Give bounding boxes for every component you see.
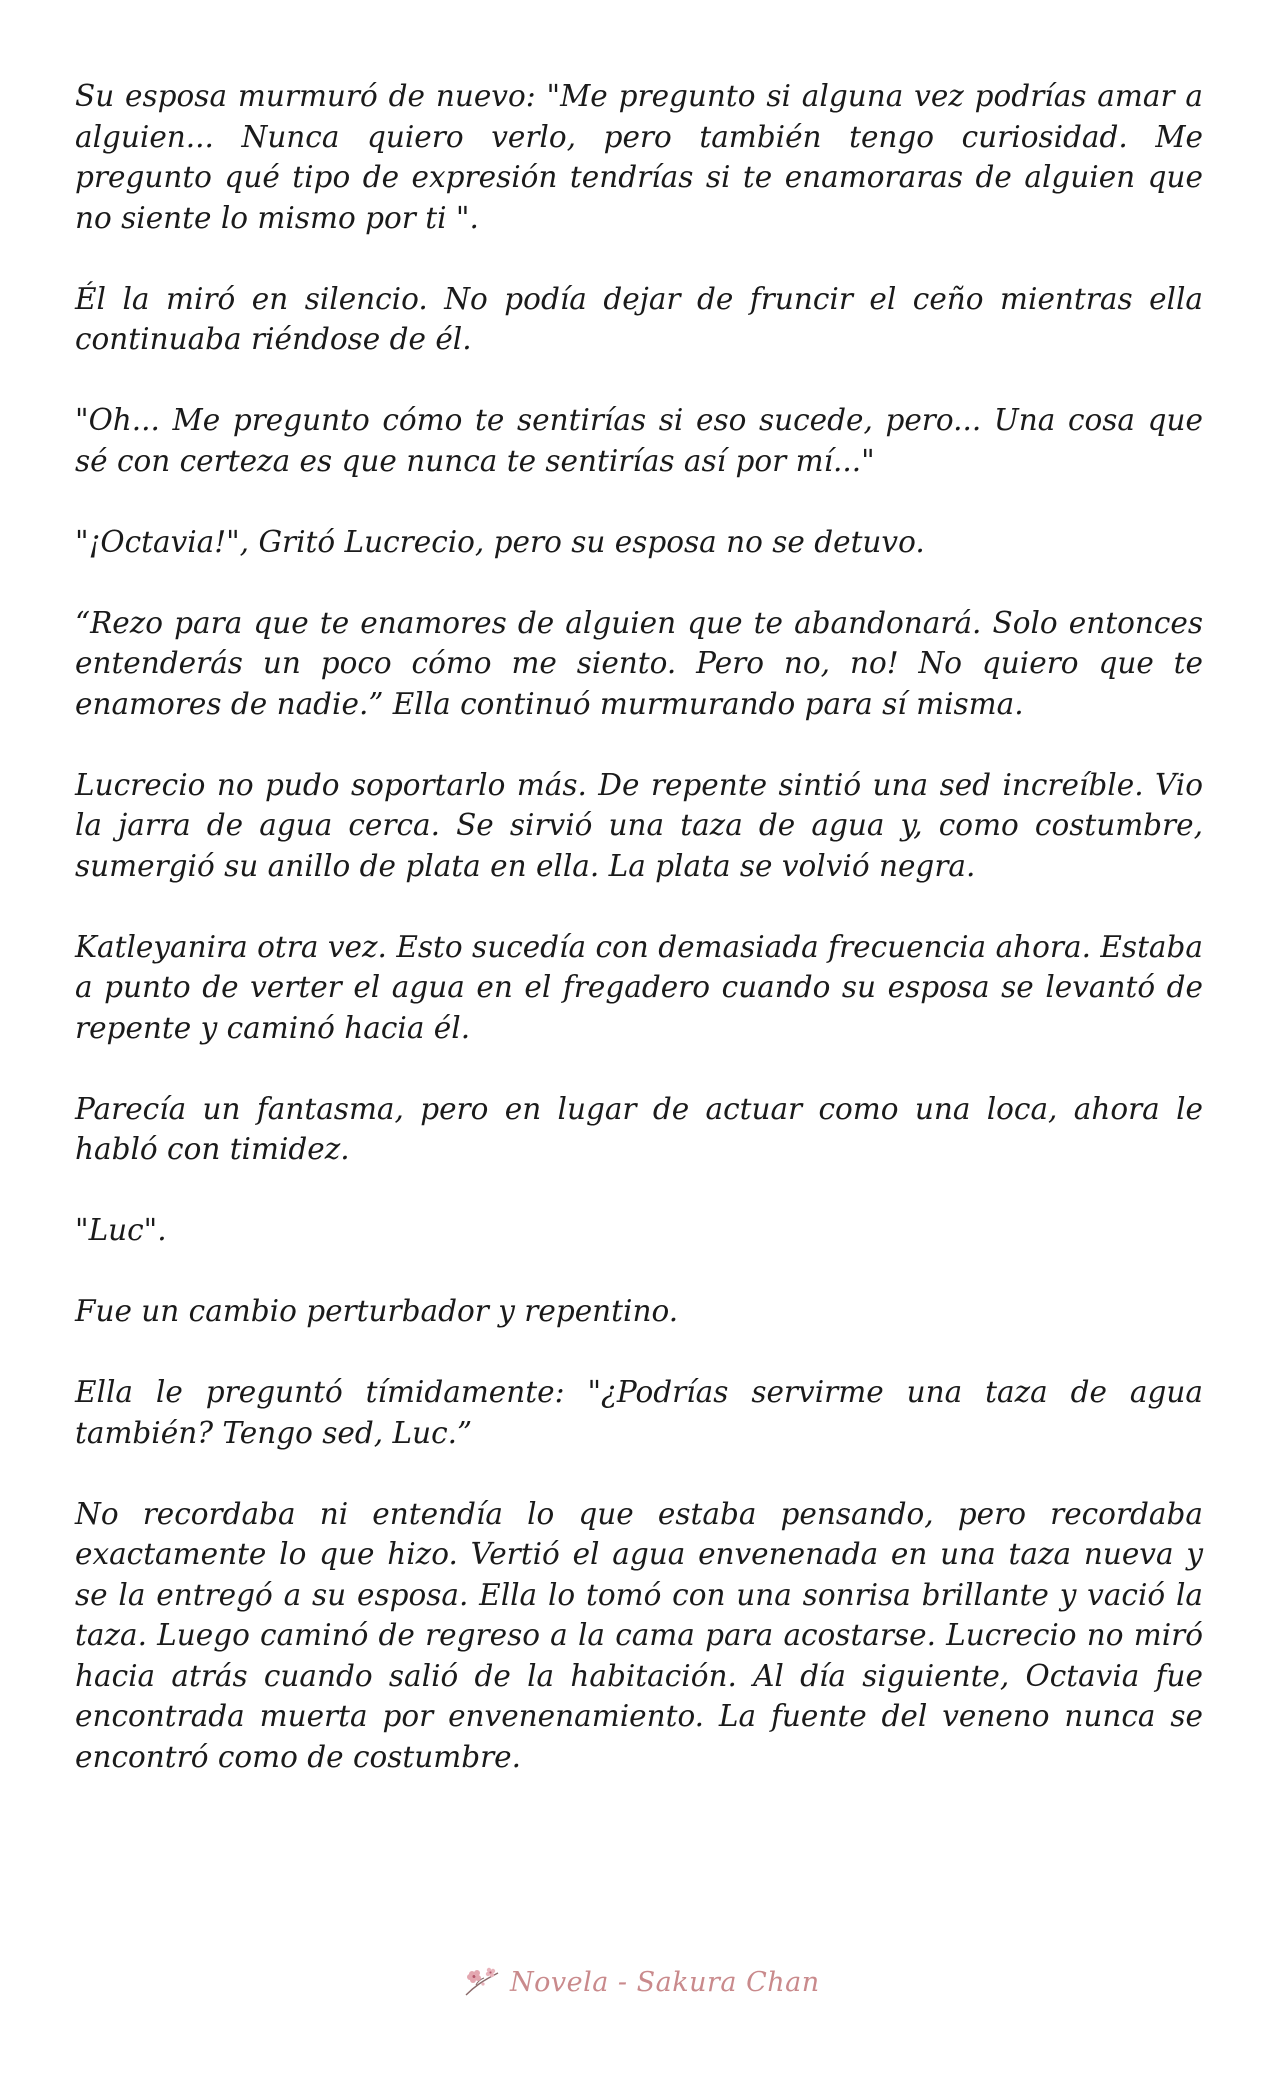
watermark-text: Novela - Sakura Chan xyxy=(510,1966,820,1998)
paragraph-11: Ella le preguntó tímidamente: "¿Podrías servirme una taza de agua también? Tengo sed, Luc.” xyxy=(75,1375,1203,1450)
paragraph-7: Katleyanira otra vez. Esto sucedía con demasiada frecuencia ahora. Estaba a punto de verter el agua en el fregadero cuando su esposa se levantó de repente y caminó hacia él. xyxy=(75,929,1203,1045)
paragraph-1: Su esposa murmuró de nuevo: "Me pregunto si alguna vez podrías amar a alguien... Nunca quiero verlo, pero también tengo curiosidad. Me pregunto qué tipo de expresión tendrías si te enamoraras de alguien que no siente lo mismo por ti ". xyxy=(75,79,1203,235)
paragraph-6: Lucrecio no pudo soportarlo más. De repente sintió una sed increíble. Vio la jarra de agua cerca. Se sirvió una taza de agua y, como costumbre, sumergió su anillo de plata en ella. La plata se volvió negra. xyxy=(75,767,1203,883)
watermark xyxy=(462,1960,820,2004)
paragraph-12: No recordaba ni entendía lo que estaba pensando, pero recordaba exactamente lo que hizo. Vertió el agua envenenada en una taza nueva y se la entregó a su esposa. Ella lo tomó con una sonrisa brillante y vació la taza. Luego caminó de regreso a la cama para acostarse. Lucrecio no miró hacia atrás cuando salió de la habitación. Al día siguiente, Octavia fue encontrada muerta por envenenamiento. La fuente del veneno nunca se encontró como de costumbre. xyxy=(75,1496,1203,1774)
document-body xyxy=(75,76,1203,1818)
paragraph-4: "¡Octavia!", Gritó Lucrecio, pero su esposa no se detuvo. xyxy=(75,524,925,559)
paragraph-8: Parecía un fantasma, pero en lugar de actuar como una loca, ahora le habló con timidez. xyxy=(75,1091,1203,1166)
paragraph-5: “Rezo para que te enamores de alguien que te abandonará. Solo entonces entenderás un poco cómo me siento. Pero no, no! No quiero que te enamores de nadie.” Ella continuó murmurando para sí misma. xyxy=(75,605,1203,721)
paragraph-2: Él la miró en silencio. No podía dejar de fruncir el ceño mientras ella continuaba riéndose de él. xyxy=(75,281,1203,356)
paragraph-9: "Luc". xyxy=(75,1213,167,1247)
paragraph-3: "Oh... Me pregunto cómo te sentirías si eso sucede, pero... Una cosa que sé con certeza es que nunca te sentirías así por mí..." xyxy=(75,403,1203,478)
paragraph-10: Fue un cambio perturbador y repentino. xyxy=(75,1294,679,1328)
sakura-blossom-icon xyxy=(462,1965,502,1999)
